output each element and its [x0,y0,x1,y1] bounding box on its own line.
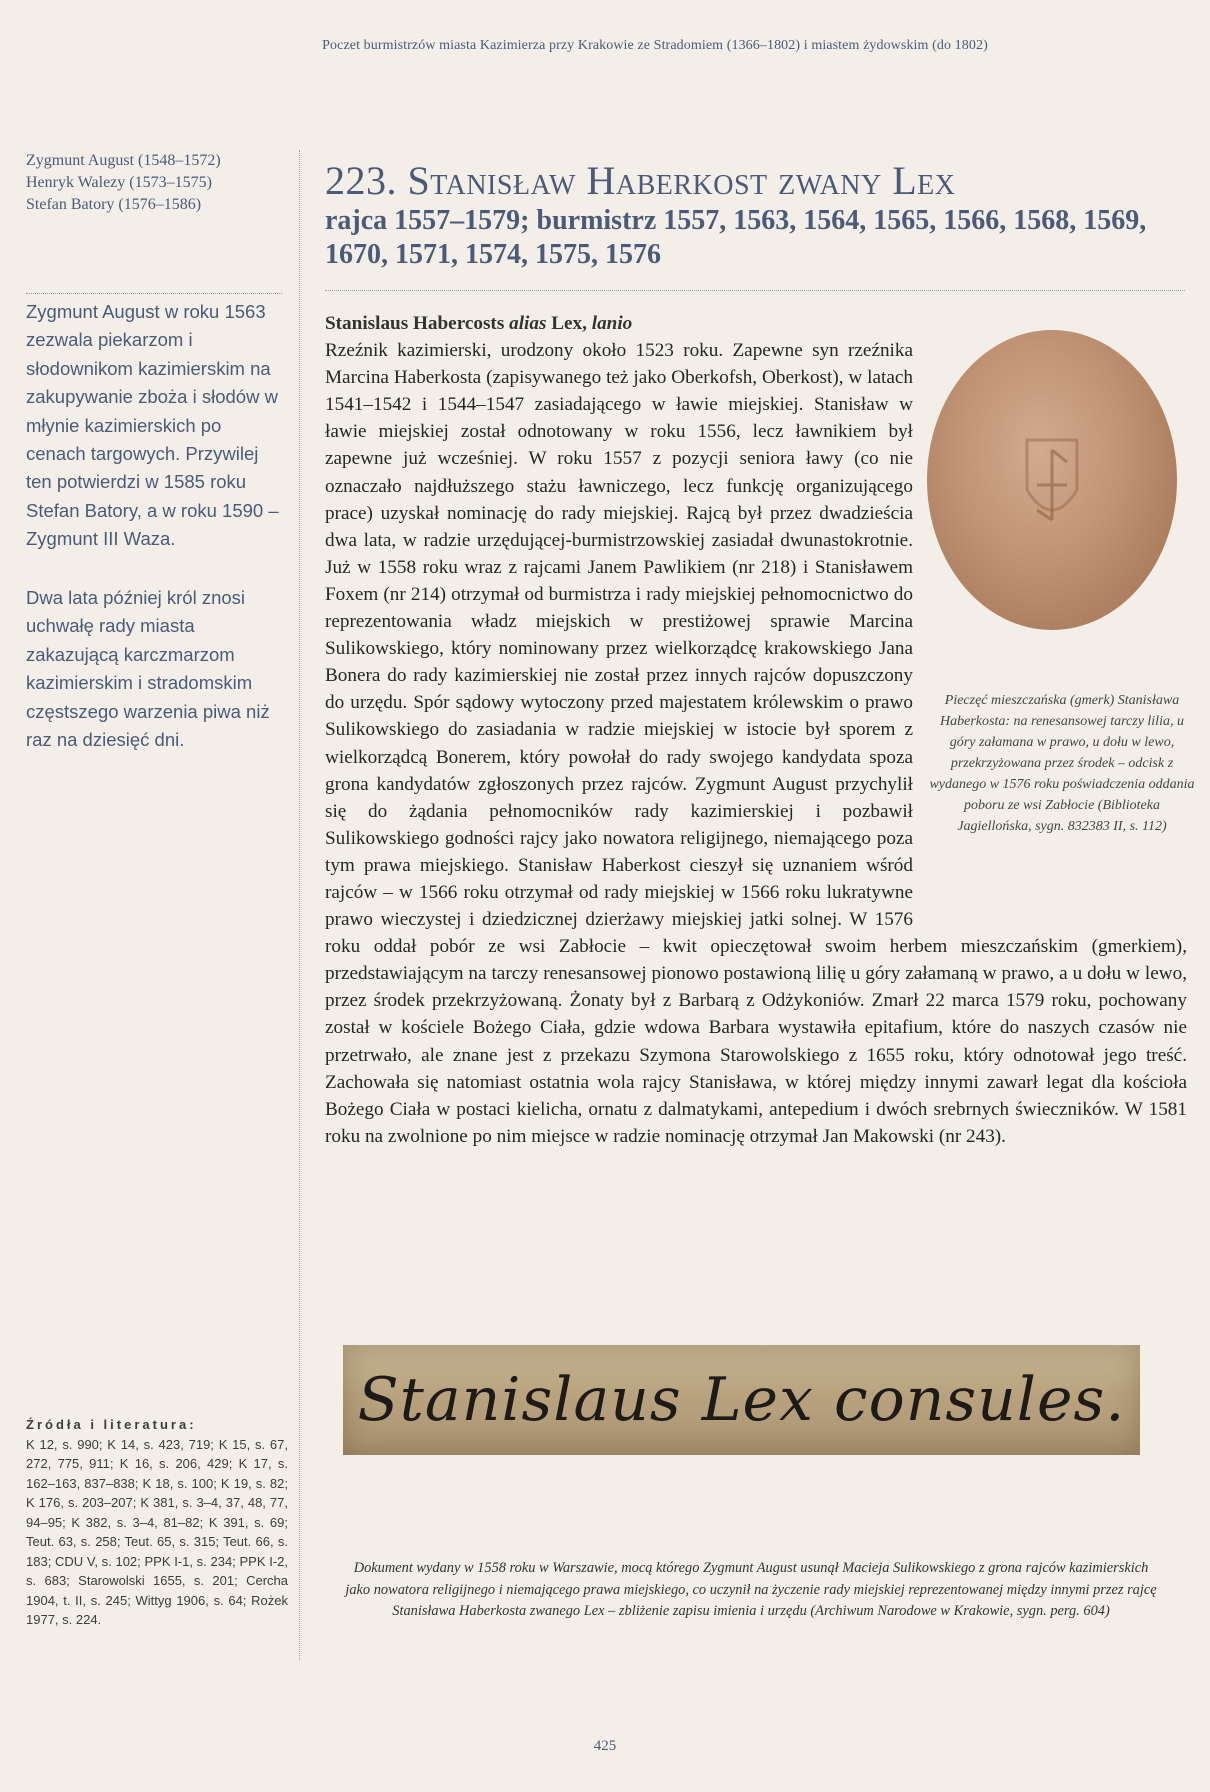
entry-title [325,158,1185,204]
document-caption: Dokument wydany w 1558 roku w Warszawie, mocą którego Zygmunt August usunął Macieja Sulikowskiego z grona rajców kazimierskich jako nowatora religijnego i niemającego prawa miejskiego, co uczynił na życzenie rady miejskiej reprezentowanej między innymi przez rajcę Stanisława Haberkosta zwanego Lex – zbliżenie zapisu imienia i urzędu (Archiwum Narodowe w Krakowie, sygn. perg. 604) [345,1560,1157,1619]
entry-number: 223. [325,158,397,203]
sources-block [26,1415,288,1630]
seal-image [927,330,1177,630]
seal-figure [927,310,1195,915]
latin-trade: lanio [591,313,633,334]
reign-list [26,150,296,216]
entry-offices: rajca 1557–1579; burmistrz 1557, 1563, 1564, 1565, 1566, 1568, 1569, 1670, 1571, 1574, 1575, 1576 [325,205,1147,270]
side-note: Dwa lata później król znosi uchwałę rady miasta zakazującą karczmarzom kazimierskim i stradomskim częstszego warzenia piwa niż raz na dziesięć dni. [26,587,270,751]
entry-name: Stanisław Haberkost zwany Lex [407,158,956,203]
signature-image [343,1345,1140,1455]
reign-item: Stefan Batory (1576–1586) [26,196,202,213]
header-divider [325,290,1185,291]
entry-header [325,158,1185,272]
side-note: Zygmunt August w roku 1563 zezwala piekarzom i słodownikom kazimierskim na zakupywanie zboża i słodów w młynie kazimierskich po cenach targowych. Przywilej ten potwierdzi w 1585 roku Stefan Batory, a w roku 1590 – Zygmunt III Waza. [26,301,279,550]
merchant-mark-icon [1007,430,1097,540]
running-head: Poczet burmistrzów miasta Kazimierza przy Krakowie ze Stradomiem (1366–1802) i miastem żydowskim (do 1802) [322,38,988,53]
sources-list: K 12, s. 990; K 14, s. 423, 719; K 15, s. 67, 272, 775, 911; K 16, s. 206, 429; K 17, s. 162–163, 837–838; K 18, s. 100; K 19, s. 82; K 176, s. 203–207; K 381, s. 3–4, 37, 48, 77, 94–95; K 382, s. 3–4, 81–82; K 391, s. 69; Teut. 63, s. 258; Teut. 65, s. 315; Teut. 66, s. 183; CDU V, s. 102; PPK I-1, s. 234; PPK I-2, s. 683; Starowolski 1655, s. 201; Cercha 1904, t. II, s. 245; Wittyg 1906, s. 64; Rożek 1977, s. 224. [26,1436,288,1627]
sources-heading: Źródła i literatura: [26,1417,197,1432]
signature-text: Stanislaus Lex consules. [357,1365,1126,1435]
sidebar-divider [26,293,282,294]
latin-alias: alias [509,313,547,334]
entry-body-text: Rzeźnik kazimierski, urodzony około 1523 roku. Zapewne syn rzeźnika Marcina Haberkosta (zapisywanego też jako Oberkofsh, Oberkost), w latach 1541–1542 i 1544–1547 zasiadającego w ławie miejskiej. Stanisław w ławie miejskiej został odnotowany w roku 1556, lecz ławnikiem był zapewne już wcześniej. W roku 1557 z pozycji seniora ławy (co nie oznaczało najdłuższego stażu ławniczego, lecz funkcję organizującego prace) uzyskał nominację do rady miejskiej. Rajcą był przez dwadzieścia dwa lata, w radzie urzędującej-burmistrzowskiej zasiadał dwunastokrotnie. Już w 1558 roku wraz z rajcami Janem Pawlikiem (nr 218) i Stanisławem Foxem (nr 214) otrzymał od burmistrza i rady miejskiej pełnomocnictwo do reprezentowania władz miejskich w prestiżowej sprawie Marcina Sulikowskiego, który nominowany przez wielkorządcę krakowskiego Jana Bonera do rady kazimierskiej nie został przez innych rajców dopuszczony do urzędu. Spór sądowy wytoczony przed majestatem królewskim o prawo Sulikowskiego do zasiadania w radzie miejskiej w istocie był sporem z wielkorządcą Bonerem, który powołał do rady swojego kandydata spoza grona kandydatów zgłoszonych przez rajców. Zygmunt August przychylił się do żądania pełnomocników rady kazimierskiej i pozbawił Sulikowskiego godności rajcy jako nowatora religijnego, niemającego poza tym prawa miejskiego. Stanisław Haberkost cieszył się uznaniem wśród rajców – w 1566 roku otrzymał od rady miejskiej w 1566 roku lukratywne prawo wieczystej i dziedzicznej dzierżawy miejskiej jatki solnej. W 1576 roku oddał pobór ze wsi Zabłocie – kwit opieczętował swoim herbem mieszczańskim (gmerkiem), przedstawiającym na tarczy renesansowej pionowo postawioną lilię u góry załamaną w prawo, a u dołu w lewo, przez środek przekrzyżowaną. Żonaty był z Barbarą z Odżykoniów. Zmarł 22 marca 1579 roku, pochowany został w kościele Bożego Ciała, gdzie wdowa Barbara wystawiła epitafium, które do naszych czasów nie przetrwało, ale znane jest z przekazu Szymona Starowolskiego z 1655 roku, który odnotował jego treść. Zachowała się natomiast ostatnia wola rajcy Stanisława, w której między innymi zawarł legat dla kościoła Bożego Ciała w postaci kielicha, ornatu z dalmatykami, antepedium i dwóch srebrnych świeczników. W 1581 roku na zwolnione po nim miejsce w radzie nominację otrzymał Jan Makowski (nr 243). [325,340,1187,1147]
page-number: 425 [593,1738,617,1754]
reign-item: Henryk Walezy (1573–1575) [26,174,212,191]
latin-name: Stanislaus Habercosts [325,313,505,334]
seal-caption: Pieczęć mieszczańska (gmerk) Stanisława Haberkosta: na renesansowej tarczy lilia, u góry załamana w prawo, u dołu w lewo, przekrzyżowana przez środek – odcisk z wydanego w 1576 roku poświadczenia oddania poboru ze wsi Zabłocie (Biblioteka Jagiellońska, sygn. 832383 II, s. 112) [929,693,1195,834]
sidebar [26,150,296,216]
entry-body [325,310,1195,1150]
reign-item: Zygmunt August (1548–1572) [26,152,221,169]
latin-rest: Lex, [551,313,587,334]
column-divider [299,150,300,1660]
